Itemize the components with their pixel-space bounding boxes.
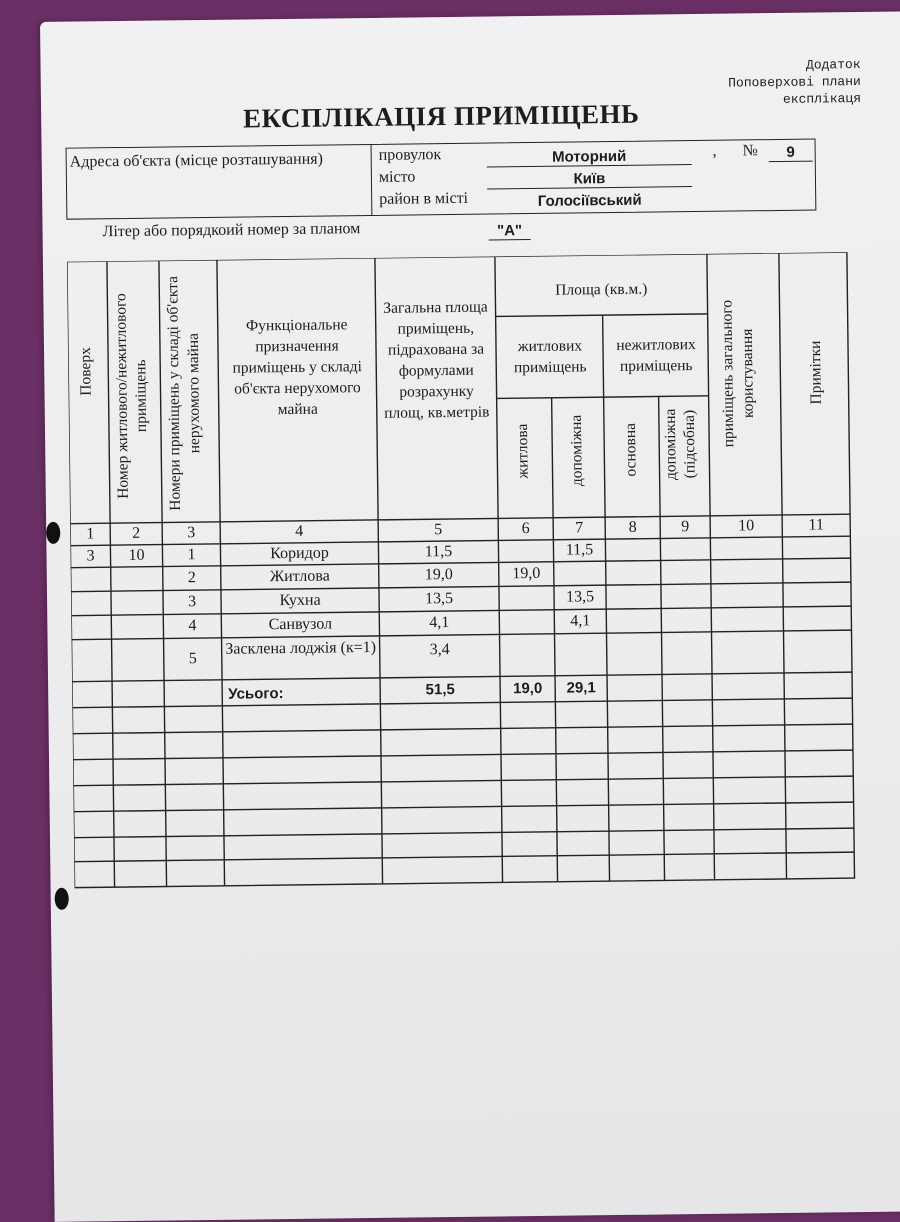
cell-purpose: Житлова [269,567,330,586]
column-number: 5 [434,521,443,539]
address-label: Адреса об'єкта (місце розташування) [67,145,373,219]
column-number: 2 [132,524,141,542]
cell-total: 19,0 [424,565,453,584]
lane-label: провулок [378,146,442,164]
column-number: 10 [738,517,755,535]
header-unit-number: Номер житлового/нежитлового приміщень [112,293,151,499]
header-aux-basement: допоміжна (підсобна) [661,408,699,481]
column-number: 7 [575,519,584,537]
column-number: 3 [187,524,196,542]
header-area-group: Площа (кв.м.) [555,280,648,299]
appendix-line: Додаток [805,56,861,73]
district-value: Голосіївський [537,191,642,210]
cell-aux: 11,5 [565,541,594,559]
city-label: місто [378,168,416,186]
address-box [66,139,817,220]
cell-floor: 3 [86,547,95,565]
appendix-line: експлікаця [782,90,862,107]
literal-value: "А" [488,222,530,241]
number-value: 9 [769,144,813,163]
literal-label: Літер або порядкоий номер за планом [102,220,361,241]
header-aux: допоміжна [567,414,586,487]
totals-label: Усього: [228,685,284,703]
binder-hole [46,522,60,544]
city-value: Київ [487,169,692,190]
header-residential: житлових приміщень [513,337,587,377]
column-number: 9 [681,518,690,536]
cell-total: 3,4 [429,641,450,659]
lane-value: Моторний [487,147,692,168]
cell-unit: 10 [128,546,145,564]
cell-purpose: Санвузол [268,615,333,634]
address-fields [375,140,816,215]
cell-aux: 13,5 [565,588,595,606]
comma-separator: , [712,142,717,160]
cell-purpose: Засклена лоджія (к=1) [225,638,377,658]
page-title: ЕКСПЛІКАЦІЯ ПРИМІЩЕНЬ [242,98,640,134]
cell-purpose: Коридор [270,544,329,563]
totals-aux: 29,1 [566,679,596,697]
totals-living: 19,0 [512,679,543,698]
binder-hole [55,888,69,910]
header-notes: Примітки [806,340,825,405]
cell-total: 13,5 [424,589,454,608]
cell-aux: 4,1 [570,612,591,630]
column-number: 1 [86,525,95,543]
column-number: 6 [521,520,530,538]
district-label: район в місті [379,189,469,208]
appendix-line: Поповерхові плани [728,73,861,91]
totals-total: 51,5 [425,680,455,699]
header-main: основна [621,422,640,477]
header-room-numbers: Номери приміщень у складі об'єкта нерухомого майна [164,275,204,511]
header-common: приміщень загального користування [718,299,757,448]
header-purpose: Функціональне призначення приміщень у складі об'єкта нерухомого майна [232,316,363,419]
appendix-note [680,56,861,109]
number-label: № [742,142,758,160]
cell-purpose: Кухна [279,591,321,610]
column-number: 8 [628,518,637,536]
header-living: житлова [513,423,532,479]
document-sheet [40,11,900,1222]
cell-total: 11,5 [424,543,453,561]
header-total-area: Загальна площа приміщень, підрахована за формулами розрахунку площ, кв.метрів [383,298,490,422]
cell-room: 5 [188,650,197,668]
cell-total: 4,1 [429,614,450,632]
column-number: 4 [295,522,304,540]
header-floor: Поверх [76,347,95,396]
cell-living: 19,0 [512,564,541,583]
explication-table [67,252,865,902]
cell-room: 3 [187,593,197,611]
cell-room: 1 [187,546,196,564]
cell-room: 4 [188,617,197,635]
column-number: 11 [808,516,825,534]
header-nonresidential: нежитлових приміщень [616,336,696,375]
cell-room: 2 [187,569,196,587]
